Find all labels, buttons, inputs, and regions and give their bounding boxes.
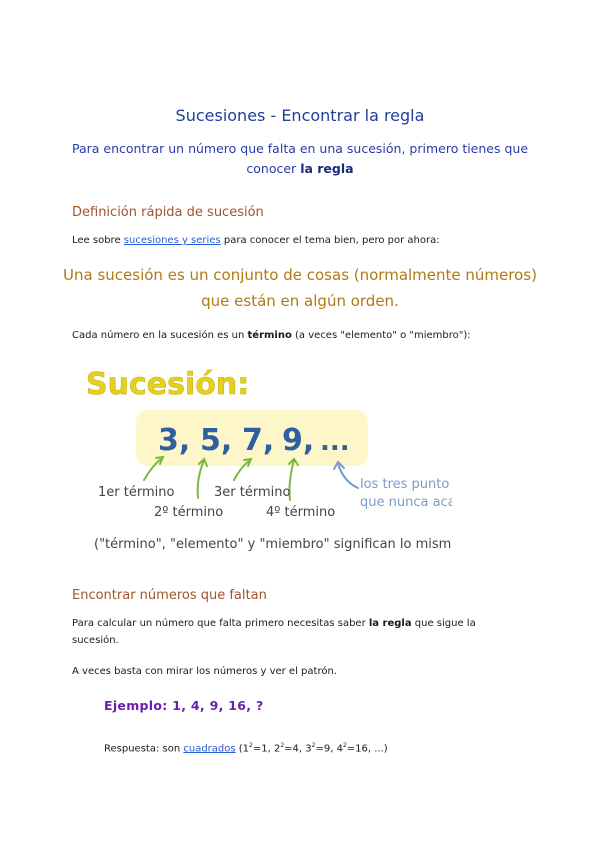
- intro-text: Para encontrar un número que falta en una sucesión, primero tienes que conocer: [71, 141, 529, 176]
- figure-heading: Sucesión:: [86, 367, 250, 402]
- definition-lead: [72, 232, 440, 249]
- intro-paragraph: [70, 139, 530, 179]
- term-after: (a veces "elemento" o "miembro"):: [291, 330, 471, 341]
- definition-quote: [60, 262, 540, 314]
- lead-before: Lee sobre: [72, 235, 124, 246]
- term-label-2: 2º término: [154, 505, 224, 520]
- exponent: 2: [280, 742, 285, 749]
- p1-before: Para calcular un número que falta primero necesitas saber: [72, 618, 369, 629]
- page-title: Sucesiones - Encontrar la regla: [175, 106, 425, 125]
- term-label-3: 3er término: [214, 485, 291, 500]
- ellipsis-note-1: los tres punto: [360, 477, 450, 492]
- sequence-number: 7,: [242, 423, 275, 458]
- sequences-series-link[interactable]: sucesiones y series: [123, 235, 221, 246]
- missing-paragraph-1: [72, 615, 476, 649]
- answer-sq1: =1, 2: [252, 743, 281, 755]
- definition-heading: Definición rápida de sucesión: [72, 205, 264, 220]
- sequence-number: 9,: [282, 423, 315, 458]
- ellipsis-note-2: que nunca aca: [360, 495, 452, 510]
- term-bold: término: [247, 330, 292, 341]
- missing-heading: Encontrar números que faltan: [72, 588, 267, 603]
- term-before: Cada número en la sucesión es un: [72, 330, 248, 341]
- lead-after: para conocer el tema bien, pero por ahora:: [220, 235, 440, 246]
- intro-bold: la regla: [300, 161, 354, 176]
- exponent: 2: [342, 742, 347, 749]
- exponent: 2: [311, 742, 316, 749]
- term-label-4: 4º término: [266, 505, 336, 520]
- sequence-illustration: [80, 358, 452, 558]
- answer-sq2: =4, 3: [284, 743, 312, 755]
- quote-line-1: Una sucesión es un conjunto de cosas (normalmente números): [63, 266, 537, 284]
- answer-before: Respuesta: son: [104, 743, 184, 755]
- missing-paragraph-2: A veces basta con mirar los números y ver el patrón.: [72, 666, 337, 677]
- answer-sq3: =9, 4: [315, 743, 343, 755]
- sequence-figure-svg: [80, 358, 452, 558]
- answer-line: [104, 742, 388, 754]
- term-label-1: 1er término: [98, 485, 175, 500]
- p1-line-2: sucesión.: [72, 635, 119, 646]
- squares-link[interactable]: cuadrados: [183, 743, 236, 755]
- figure-footer: ("término", "elemento" y "miembro" significan lo mism: [94, 537, 452, 552]
- sequence-ellipsis: ...: [320, 427, 350, 457]
- p1-after: que sigue la: [411, 618, 476, 629]
- quote-line-2: que están en algún orden.: [201, 292, 399, 310]
- term-paragraph: [72, 327, 471, 344]
- example-heading: Ejemplo: 1, 4, 9, 16, ?: [104, 698, 264, 713]
- exponent: 2: [249, 742, 253, 749]
- p1-bold: la regla: [368, 618, 412, 629]
- answer-open: (1: [235, 743, 250, 755]
- sequence-number: 5,: [200, 423, 233, 458]
- sequence-number: 3,: [158, 423, 191, 458]
- answer-sq4: =16, ...): [346, 743, 388, 755]
